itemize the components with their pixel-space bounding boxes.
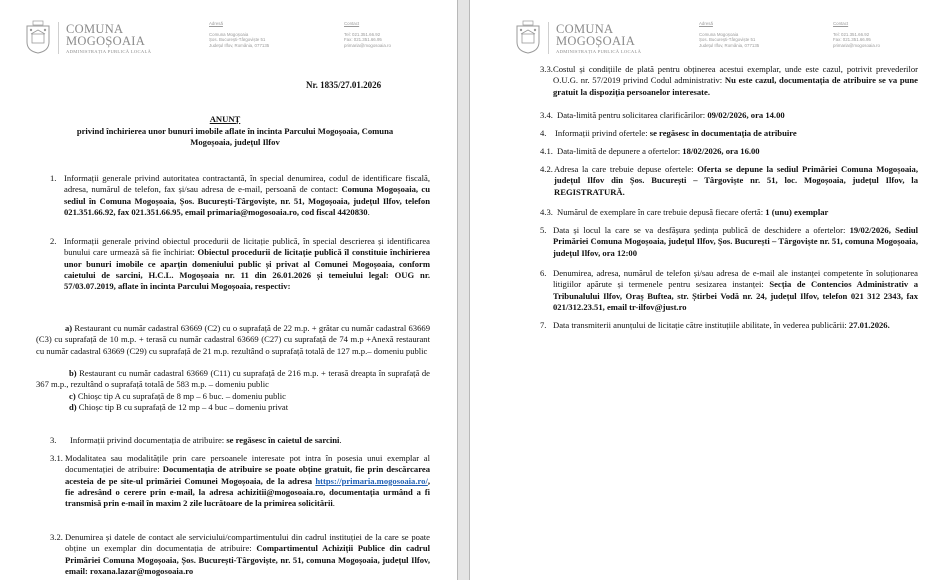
section-4-3 xyxy=(540,207,918,218)
section-bold-text: se regăsesc în caietul de sarcini xyxy=(226,435,340,445)
registration-number: Nr. 1835/27.01.2026 xyxy=(306,80,382,90)
contact-title: Contact xyxy=(344,21,360,26)
address-line: Șos. București-Târgoviște 51 xyxy=(699,37,756,42)
lot-description: Chioșc tip A cu suprafață de 8 mp – 6 buc. – domeniu public xyxy=(75,391,286,401)
section-tail: . xyxy=(367,206,370,217)
section-tail: . xyxy=(332,498,335,509)
section-bold-text: 18/02/2026, ora 16.00 xyxy=(682,146,760,156)
letterhead xyxy=(0,18,457,58)
document-page-1 xyxy=(0,0,457,580)
address-line: Comuna Mogoșoaia xyxy=(209,31,249,37)
section-bold-text: 1 (unu) exemplar xyxy=(765,207,829,217)
section-number: 3.1. xyxy=(50,453,63,463)
lot-label: b) xyxy=(69,368,77,378)
section-text: Data-limită pentru solicitarea clarificărilor: xyxy=(557,110,708,120)
coat-of-arms-icon xyxy=(25,20,51,54)
section-number: 4.3. xyxy=(540,207,553,217)
section-number: 5. xyxy=(540,225,547,235)
section-bold-text: Obiectul procedurii de licitație publică îl constituie închirierea unor bunuri imobile ce aparțin domeniului public și privat al Comunei Mogoșoaia, conform caietului de sarcini, H.C.L. Mogoșoaia nr. 11 din 26.01.2026 și temeiului legal: OUG nr. 57/03.07.2019, aflate în incinta Parcului Mogoșoaia, respectiv: xyxy=(64,247,430,292)
document-title: ANUNȚ xyxy=(209,114,241,124)
section-text: Costul și condițiile de plată pentru obținerea acestui exemplar, unde este cazul, potrivit prevederilor O.U.G. nr. 57/2019 privind Codul administrativ: xyxy=(553,64,918,86)
section-text: Data transmiterii anunțului de licitație către instituțiile abilitate, în vederea publicării: xyxy=(553,320,849,330)
section-number: 1. xyxy=(50,173,57,183)
section-text: Informații privind ofertele: xyxy=(555,128,650,138)
lot-description: Restaurant cu număr cadastral 63669 (C2) cu o suprafață de 22 m.p. + grătar cu număr cadastral 63669 (C3) cu suprafață de 10 m.p. + terasă cu număr cadastral 63669 (C27) cu suprafață de 74 m.p +Anexă restaurant cu număr cadastral 63669 (C29) cu suprafață de 21 m.p. rezultând o suprafață totală de 127 m.p.– domeniu public xyxy=(36,323,430,356)
section-bold-text: Nu este cazul, documentația de atribuire se va pune gratuit la dispoziția persoanelor interesate. xyxy=(553,75,918,97)
section-number: 3.3. xyxy=(540,64,553,74)
section-7 xyxy=(540,320,918,331)
section-text: Modalitatea sau modalitățile prin care persoanele interesate pot intra în posesia unui exemplar al documentației de atribuire: xyxy=(65,453,430,475)
section-bold-text: Oferta se depune la sediul Primăriei Comuna Mogoșoaia, județul Ilfov din Șos. București – Târgoviște nr. 51, loc. Mogoșoaia, județul Ilfov, la REGISTRATURĂ. xyxy=(554,164,918,197)
section-5 xyxy=(540,225,918,259)
section-bold-text: Compartimentul Achiziții Publice din cadrul Primăriei Comuna Mogoșoaia, Șos. București-Târgoviște, nr. 51, comuna Mogoșoaia, județul Ilfov, email: roxana.lazar@mogosoaia.ro xyxy=(65,543,431,576)
contact-phone: Tel: 021.351.66.92 xyxy=(833,31,870,37)
section-tail: . xyxy=(339,435,342,445)
section-4-1 xyxy=(540,146,918,157)
section-3-2 xyxy=(50,532,430,577)
section-number: 3.2. xyxy=(50,532,63,542)
brand-block xyxy=(556,23,641,54)
lot-description: Chioșc tip B cu suprafață de 12 mp – 4 buc – domeniu privat xyxy=(76,402,289,412)
section-number: 6. xyxy=(540,268,547,278)
section-text: Adresa la care trebuie depuse ofertele: xyxy=(554,164,698,174)
section-bold-text: , fie adresând o cerere prin e-mail, la adresa achizitii@mogosoaia.ro, documentația urmând a fi transmisă prin e-mail în maxim 2 zile lucrătoare de la primirea solicitării xyxy=(65,475,430,509)
section-1 xyxy=(50,173,430,218)
section-bold-text: 09/02/2026, ora 14.00 xyxy=(707,110,785,120)
website-link[interactable]: https://primaria.mogosoaia.ro/ xyxy=(315,475,428,486)
section-4 xyxy=(540,128,918,139)
contact-fax: Fax: 021.351.66.95 xyxy=(344,37,382,42)
page-separator xyxy=(457,0,470,580)
address-line: Județul Ilfov, România, 077135 xyxy=(209,42,270,48)
section-3-4 xyxy=(540,110,918,121)
section-number: 4. xyxy=(540,128,547,138)
contact-fax: Fax: 021.351.66.95 xyxy=(833,37,871,42)
brand-block xyxy=(66,23,151,54)
section-text: Informații generale privind autoritatea contractantă, în special denumirea, codul de identificare fiscală, adresa, numărul de telefon, fax și/sau adresa de e-mail, persoană de contact: xyxy=(64,173,430,195)
contact-block xyxy=(344,21,391,48)
section-number: 4.2. xyxy=(540,164,553,174)
section-bold-text: Documentația de atribuire se poate obține gratuit, fie prin descărcarea acesteia de pe site-ul primăriei Comunei Mogoșoaia, de la adresa xyxy=(65,464,430,486)
lot-label: a) xyxy=(65,323,73,333)
section-bold-text: se regăsesc în documentația de atribuire xyxy=(649,128,797,138)
section-text: Data-limită de depunere a ofertelor: xyxy=(557,146,683,156)
section-4-2 xyxy=(540,164,918,198)
section-text: Denumirea, adresa, numărul de telefon și/sau adresa de e-mail ale instanței competente în soluționarea litigiilor apărute și termenele pentru sesizarea instanței: xyxy=(553,268,918,290)
contact-email: primaria@mogosoaia.ro xyxy=(344,42,391,48)
section-bold-text: 19/02/2026, Sediul Primăriei Comuna Mogoșoaia, județul Ilfov, Șos. București – Târgoviște nr. 51, comuna Mogoșoaia, județul Ilfov, ora 12:00 xyxy=(553,225,918,258)
lot-label: d) xyxy=(69,402,77,412)
brand-line-3: ADMINISTRAȚIA PUBLICĂ LOCALĂ xyxy=(556,49,642,54)
section-number: 7. xyxy=(540,320,547,330)
brand-line-1: COMUNA xyxy=(556,22,614,36)
lot-a xyxy=(36,323,430,357)
address-title: Adresă xyxy=(209,21,223,26)
brand-line-2: MOGOȘOAIA xyxy=(556,34,636,48)
lot-label: c) xyxy=(69,391,76,401)
section-text: Informații privind documentația de atribuire: xyxy=(70,435,227,445)
contact-block xyxy=(833,21,880,48)
letterhead-divider xyxy=(548,22,549,54)
section-text: Data și locul la care se va desfășura ședința publică de deschidere a ofertelor: xyxy=(553,225,850,235)
brand-line-1: COMUNA xyxy=(66,22,124,36)
address-line: Comuna Mogoșoaia xyxy=(699,31,739,37)
address-block xyxy=(699,21,759,48)
letterhead xyxy=(470,18,943,58)
lot-b xyxy=(36,368,430,391)
subtitle-line-1: privind închirierea unor bunuri imobile aflate în incinta Parcului Mogoșoaia, Comuna xyxy=(76,126,394,136)
lot-d xyxy=(69,402,429,413)
section-number: 3.4. xyxy=(540,110,553,120)
section-bold-text: Comuna Mogoșoaia, cu sediul în Comuna Mogoșoaia, Șos. București-Târgoviște, nr. 51, Mogoșoaia, județul Ilfov, telefon 021.351.66.92, fax 021.351.66.95, email primaria@mogosoaia.ro, cod fiscal 4420830 xyxy=(64,184,430,217)
letterhead-divider xyxy=(58,22,59,54)
contact-title: Contact xyxy=(833,21,849,26)
address-block xyxy=(209,21,269,48)
section-3 xyxy=(50,435,430,446)
lot-c xyxy=(69,391,429,402)
address-title: Adresă xyxy=(699,21,713,26)
address-line: Județul Ilfov, România, 077135 xyxy=(699,42,760,48)
contact-phone: Tel: 021.351.66.92 xyxy=(344,31,381,37)
section-bold-text: 27.01.2026. xyxy=(848,320,890,330)
document-page-2 xyxy=(470,0,943,580)
section-number: 3. xyxy=(50,435,57,445)
section-3-1 xyxy=(50,453,430,509)
section-number: 2. xyxy=(50,236,57,246)
section-text: Denumirea și datele de contact ale serviciului/compartimentului din cadrul instituției de la care se poate obține un exemplar din documentația de atribuire: xyxy=(65,532,430,554)
lot-description: Restaurant cu număr cadastral 63669 (C11) cu suprafață de 216 m.p. + terasă dreapta în suprafață de 367 m.p., rezultând o suprafață totală de 583 m.p. – domeniu public xyxy=(36,368,430,390)
brand-line-2: MOGOȘOAIA xyxy=(66,34,146,48)
coat-of-arms-icon xyxy=(515,20,541,54)
section-2 xyxy=(50,236,430,292)
brand-line-3: ADMINISTRAȚIA PUBLICĂ LOCALĂ xyxy=(66,49,152,54)
section-text: Informații generale privind obiectul procedurii de licitație publică, în special descrierea și identificarea bunului care urmează să fie închiriat: xyxy=(64,236,430,258)
section-number: 4.1. xyxy=(540,146,553,156)
contact-email: primaria@mogosoaia.ro xyxy=(833,42,880,48)
address-line: Șos. București-Târgoviște 51 xyxy=(209,37,266,42)
document-subtitle xyxy=(50,126,420,149)
section-3-3 xyxy=(540,64,918,98)
section-6 xyxy=(540,268,918,313)
section-bold-text: Secția de Contencios Administrativ a Tribunalului Ilfov, Oraș Buftea, str. Știrbei Vodă nr. 24, județul Ilfov, telefon 021 312 2343, fax 021/312.23.51, email tr-ilfov@just.ro xyxy=(553,279,919,312)
section-text: Numărul de exemplare în care trebuie depusă fiecare ofertă: xyxy=(557,207,766,217)
subtitle-line-2: Mogoșoaia, județul Ilfov xyxy=(190,137,280,148)
